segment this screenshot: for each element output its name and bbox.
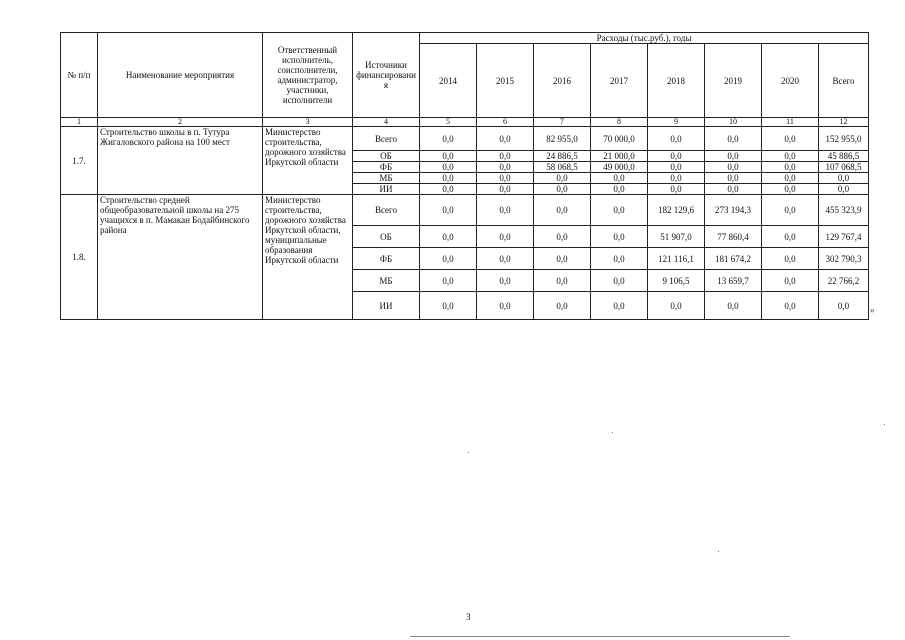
- value-cell: 0,0: [534, 173, 591, 184]
- page-number: 3: [466, 612, 471, 622]
- source-cell: Всего: [353, 195, 420, 226]
- source-cell: ФБ: [353, 162, 420, 173]
- header-year: 2019: [705, 44, 762, 118]
- value-cell: 0,0: [477, 292, 534, 320]
- value-cell: 0,0: [420, 151, 477, 162]
- value-cell: 0,0: [705, 162, 762, 173]
- expenses-table: [60, 32, 869, 320]
- source-cell: МБ: [353, 270, 420, 292]
- activity-responsible: Министерство строительства, дорожного хозяйства Иркутской области: [263, 127, 353, 195]
- value-cell: 0,0: [762, 184, 819, 195]
- column-index: 12: [819, 118, 869, 127]
- value-cell: 0,0: [591, 270, 648, 292]
- value-cell: 0,0: [477, 173, 534, 184]
- value-cell: 0,0: [477, 151, 534, 162]
- total-cell: 0,0: [819, 184, 869, 195]
- value-cell: 0,0: [534, 184, 591, 195]
- column-index: 3: [263, 118, 353, 127]
- value-cell: 0,0: [591, 226, 648, 248]
- activity-name: Строительство школы в п. Тутура Жигаловского района на 100 мест: [98, 127, 263, 195]
- header-responsible: Ответственный исполнитель, соисполнители, администратор, участники, исполнители: [263, 33, 353, 118]
- scan-speck: [612, 432, 613, 433]
- value-cell: 0,0: [762, 162, 819, 173]
- value-cell: 181 674,2: [705, 248, 762, 270]
- source-cell: ФБ: [353, 248, 420, 270]
- column-index: 11: [762, 118, 819, 127]
- value-cell: 21 000,0: [591, 151, 648, 162]
- header-year: 2020: [762, 44, 819, 118]
- value-cell: 0,0: [762, 127, 819, 151]
- value-cell: 0,0: [648, 184, 705, 195]
- total-cell: 45 886,5: [819, 151, 869, 162]
- value-cell: 0,0: [762, 292, 819, 320]
- source-cell: ИИ: [353, 184, 420, 195]
- header-row-top: [61, 33, 869, 44]
- value-cell: 0,0: [420, 127, 477, 151]
- value-cell: 0,0: [534, 270, 591, 292]
- header-total: Всего: [819, 44, 869, 118]
- column-index: 2: [98, 118, 263, 127]
- header-year: 2018: [648, 44, 705, 118]
- value-cell: 0,0: [420, 292, 477, 320]
- value-cell: 182 129,6: [648, 195, 705, 226]
- value-cell: 70 000,0: [591, 127, 648, 151]
- value-cell: 0,0: [477, 184, 534, 195]
- source-cell: ОБ: [353, 151, 420, 162]
- value-cell: 0,0: [420, 173, 477, 184]
- header-expenses: Расходы (тыс.руб.), годы: [420, 33, 869, 44]
- value-cell: 0,0: [762, 195, 819, 226]
- value-cell: 0,0: [762, 226, 819, 248]
- header-year: 2015: [477, 44, 534, 118]
- column-index: 10: [705, 118, 762, 127]
- value-cell: 58 068,5: [534, 162, 591, 173]
- column-index: 7: [534, 118, 591, 127]
- header-year: 2016: [534, 44, 591, 118]
- value-cell: 77 860,4: [705, 226, 762, 248]
- scan-speck: [884, 424, 885, 425]
- column-index-row: [61, 118, 869, 127]
- total-cell: 455 323,9: [819, 195, 869, 226]
- value-cell: 0,0: [591, 173, 648, 184]
- value-cell: 0,0: [591, 195, 648, 226]
- value-cell: 0,0: [705, 127, 762, 151]
- total-cell: 0,0: [819, 173, 869, 184]
- value-cell: 0,0: [420, 226, 477, 248]
- value-cell: 0,0: [648, 151, 705, 162]
- column-index: 6: [477, 118, 534, 127]
- total-cell: 22 766,2: [819, 270, 869, 292]
- column-index: 1: [61, 118, 98, 127]
- value-cell: 0,0: [705, 151, 762, 162]
- value-cell: 0,0: [648, 292, 705, 320]
- column-index: 5: [420, 118, 477, 127]
- total-cell: 107 068,5: [819, 162, 869, 173]
- closing-quote-mark: »: [870, 305, 875, 315]
- value-cell: 13 659,7: [705, 270, 762, 292]
- source-cell: Всего: [353, 127, 420, 151]
- value-cell: 51 907,0: [648, 226, 705, 248]
- header-year: 2017: [591, 44, 648, 118]
- value-cell: 0,0: [534, 226, 591, 248]
- value-cell: 0,0: [420, 270, 477, 292]
- scan-edge-line: [410, 636, 790, 637]
- value-cell: 0,0: [477, 162, 534, 173]
- value-cell: 24 886,5: [534, 151, 591, 162]
- header-sources: Источники финансировани я: [353, 33, 420, 118]
- column-index: 4: [353, 118, 420, 127]
- source-cell: МБ: [353, 173, 420, 184]
- table-row: [61, 127, 869, 151]
- value-cell: 0,0: [477, 195, 534, 226]
- value-cell: 0,0: [648, 127, 705, 151]
- value-cell: 0,0: [477, 127, 534, 151]
- value-cell: 0,0: [648, 162, 705, 173]
- value-cell: 0,0: [705, 173, 762, 184]
- value-cell: 0,0: [762, 151, 819, 162]
- value-cell: 0,0: [477, 248, 534, 270]
- header-num: № п/п: [61, 33, 98, 118]
- value-cell: 0,0: [420, 162, 477, 173]
- value-cell: 0,0: [534, 292, 591, 320]
- value-cell: 0,0: [420, 248, 477, 270]
- value-cell: 273 194,3: [705, 195, 762, 226]
- total-cell: 129 767,4: [819, 226, 869, 248]
- total-cell: 152 955,0: [819, 127, 869, 151]
- value-cell: 82 955,0: [534, 127, 591, 151]
- value-cell: 0,0: [477, 226, 534, 248]
- value-cell: 0,0: [705, 184, 762, 195]
- value-cell: 0,0: [420, 195, 477, 226]
- column-index: 9: [648, 118, 705, 127]
- value-cell: 0,0: [762, 173, 819, 184]
- total-cell: 302 790,3: [819, 248, 869, 270]
- value-cell: 0,0: [762, 248, 819, 270]
- value-cell: 0,0: [477, 270, 534, 292]
- scan-speck: [468, 452, 469, 453]
- value-cell: 0,0: [762, 270, 819, 292]
- value-cell: 0,0: [534, 248, 591, 270]
- scan-speck: [718, 551, 719, 552]
- column-index: 8: [591, 118, 648, 127]
- value-cell: 0,0: [705, 292, 762, 320]
- activity-responsible: Министерство строительства, дорожного хозяйства Иркутской области, муниципальные образования Иркутской области: [263, 195, 353, 320]
- value-cell: 0,0: [420, 184, 477, 195]
- table-row: [61, 195, 869, 226]
- source-cell: ОБ: [353, 226, 420, 248]
- value-cell: 121 116,1: [648, 248, 705, 270]
- activity-num: 1.7.: [61, 127, 98, 195]
- value-cell: 0,0: [648, 173, 705, 184]
- value-cell: 9 106,5: [648, 270, 705, 292]
- total-cell: 0,0: [819, 292, 869, 320]
- header-name: Наименование мероприятия: [98, 33, 263, 118]
- value-cell: 49 000,0: [591, 162, 648, 173]
- activity-num: 1.8.: [61, 195, 98, 320]
- value-cell: 0,0: [591, 292, 648, 320]
- activity-name: Строительство средней общеобразовательной школы на 275 учащихся в п. Мамакан Бодайбинского района: [98, 195, 263, 320]
- source-cell: ИИ: [353, 292, 420, 320]
- header-year: 2014: [420, 44, 477, 118]
- value-cell: 0,0: [591, 248, 648, 270]
- value-cell: 0,0: [534, 195, 591, 226]
- value-cell: 0,0: [591, 184, 648, 195]
